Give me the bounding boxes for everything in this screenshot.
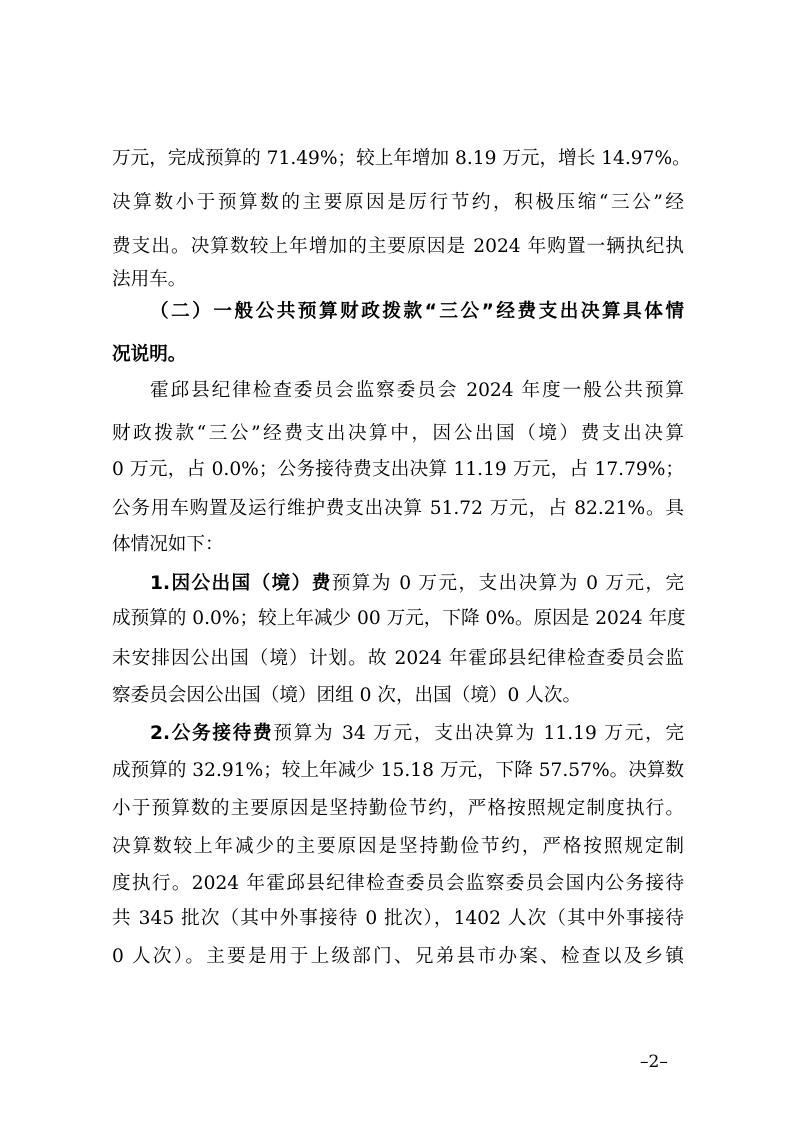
item2-line-2: 成预算的 32.91%；较上年减少 15.18 万元，下降 57.57%。决算数 <box>112 760 684 781</box>
intro-line-4: 法用车。 <box>112 269 187 290</box>
item1-title: 1.因公出国（境）费 <box>150 573 332 594</box>
summary-line-1: 霍邱县纪律检查委员会监察委员会 2024 年度一般公共预算 <box>150 380 684 401</box>
item2-line-7: 0 人次）。主要是用于上级部门、兄弟县市办案、检查以及乡镇 <box>112 946 684 967</box>
item2-line-1-text: 预算为 34 万元，支出决算为 11.19 万元，完 <box>273 723 684 744</box>
item1-line-1 <box>150 570 684 598</box>
section-heading-line-1: （二）一般公共预算财政拨款“三公”经费支出决算具体情 <box>150 301 684 322</box>
item2-line-5: 度执行。2024 年霍邱县纪律检查委员会监察委员会国内公务接待 <box>112 873 684 894</box>
item2-title: 2.公务接待费 <box>150 723 274 744</box>
item1-line-2: 成预算的 0.0%；较上年减少 00 万元，下降 0%。原因是 2024 年度 <box>112 608 686 629</box>
intro-line-1: 万元，完成预算的 71.49%；较上年增加 8.19 万元，增长 14.97%。 <box>112 148 691 169</box>
summary-line-4: 公务用车购置及运行维护费支出决算 51.72 万元，占 82.21%。具 <box>112 498 684 519</box>
item1-line-3: 未安排因公出国（境）计划。故 2024 年霍邱县纪律检查委员会监 <box>112 648 684 669</box>
summary-line-2: 财政拨款“三公”经费支出决算中，因公出国（境）费支出决算 <box>112 423 684 444</box>
item2-line-6: 共 345 批次（其中外事接待 0 批次），1402 人次（其中外事接待 <box>112 908 684 929</box>
intro-line-3: 费支出。决算数较上年增加的主要原因是 2024 年购置一辆执纪执 <box>112 236 684 257</box>
item2-line-3: 小于预算数的主要原因是坚持勤俭节约，严格按照规定制度执行。 <box>112 798 684 819</box>
summary-line-5: 体情况如下： <box>112 534 224 555</box>
page-number: –2– <box>640 1052 668 1072</box>
item2-line-4: 决算数较上年减少的主要原因是坚持勤俭节约，严格按照规定制 <box>112 836 684 857</box>
item1-line-1-text: 预算为 0 万元，支出决算为 0 万元，完 <box>331 573 684 594</box>
intro-line-2: 决算数小于预算数的主要原因是厉行节约，积极压缩“三公”经 <box>112 192 684 213</box>
summary-line-3: 0 万元，占 0.0%；公务接待费支出决算 11.19 万元，占 17.79%； <box>112 459 684 480</box>
section-heading-line-2: 况说明。 <box>112 344 187 365</box>
item2-line-1 <box>150 720 684 748</box>
item1-line-4: 察委员会因公出国（境）团组 0 次，出国（境）0 人次。 <box>112 685 582 706</box>
